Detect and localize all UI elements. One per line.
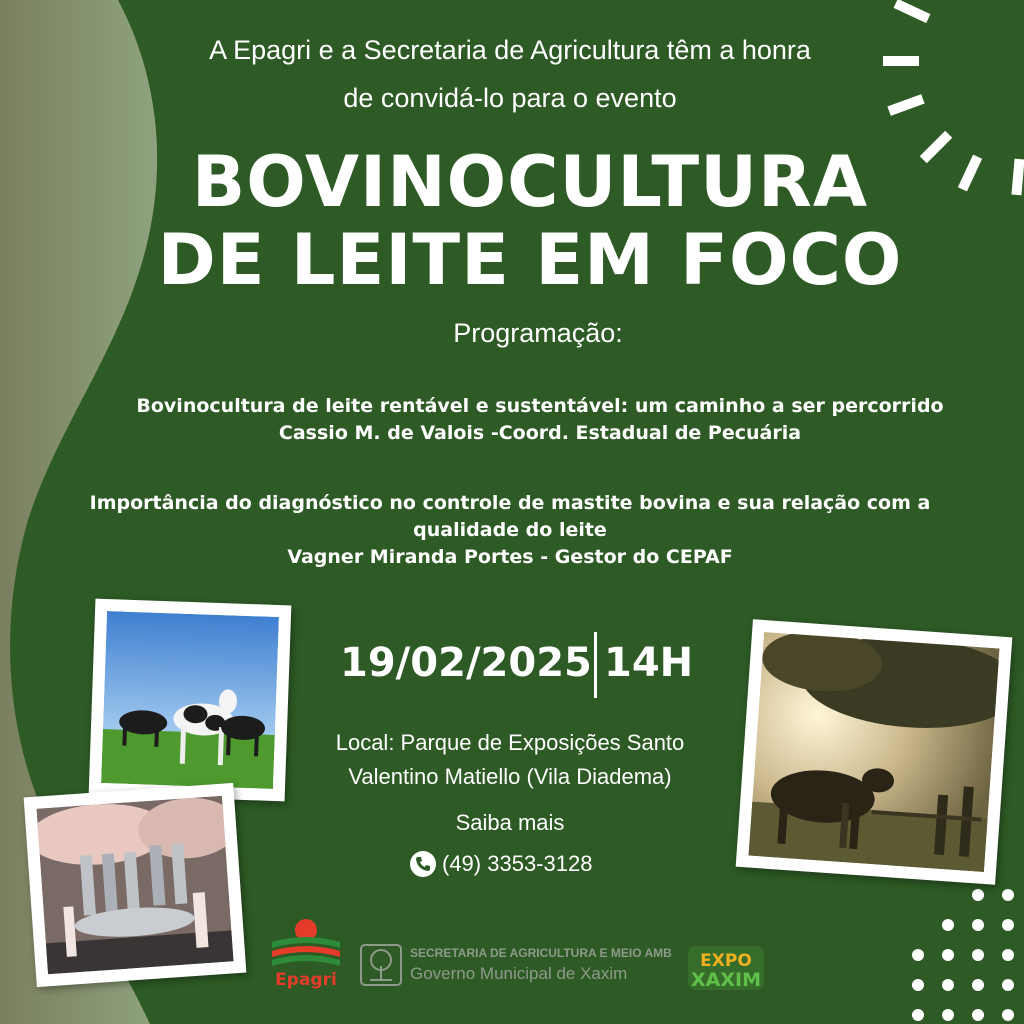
secretaria-title: SECRETARIA DE AGRICULTURA E MEIO AMB <box>410 946 672 960</box>
phone-contact[interactable] <box>410 848 592 880</box>
talk-1-title: Bovinocultura de leite rentável e sustentável: um caminho a ser percorrido <box>136 395 944 417</box>
event-time: 14H <box>604 640 694 686</box>
phone-number: (49) 3353-3128 <box>442 851 593 876</box>
event-title <box>40 143 1020 299</box>
event-schedule <box>330 632 700 698</box>
invitation-line-1: A Epagri e a Secretaria de Agricultura têm a honra <box>209 35 811 65</box>
expo-logo-line-2: XAXIM <box>691 969 761 991</box>
location-line-2: Valentino Matiello (Vila Diadema) <box>348 764 672 789</box>
secretaria-logo <box>360 942 690 992</box>
talk-2-speaker: Vagner Miranda Portes - Gestor do CEPAF <box>287 546 733 568</box>
photo-milking-machine <box>24 783 247 987</box>
event-title-line-2: DE LEITE EM FOCO <box>157 219 903 301</box>
event-date: 19/02/2025 <box>340 640 592 686</box>
date-time-divider <box>594 632 597 698</box>
tree-icon <box>360 944 402 986</box>
talk-2 <box>30 490 990 571</box>
event-title-line-1: BOVINOCULTURA <box>191 141 869 223</box>
invitation-line-2: de convidá-lo para o evento <box>343 83 677 113</box>
photo-cow-sunrise <box>736 619 1013 885</box>
talk-2-title-line-1: Importância do diagnóstico no controle de mastite bovina e sua relação com a <box>89 492 931 514</box>
epagri-logo-text: Epagri <box>275 970 337 990</box>
secretaria-subtitle: Governo Municipal de Xaxim <box>410 964 628 983</box>
program-heading: Programação: <box>453 318 623 348</box>
invitation-text <box>80 26 940 122</box>
talk-1 <box>60 393 1020 447</box>
epagri-logo <box>268 918 344 972</box>
phone-icon <box>410 851 436 877</box>
expo-logo-line-1: EXPO <box>700 951 752 971</box>
more-info-label: Saiba mais <box>455 810 565 835</box>
talk-1-speaker: Cassio M. de Valois -Coord. Estadual de Pecuária <box>278 422 802 444</box>
photo-cows-pasture <box>89 599 292 802</box>
expo-xaxim-logo <box>680 942 772 996</box>
talk-2-title-line-2: qualidade do leite <box>413 519 607 541</box>
event-location <box>320 726 700 794</box>
location-line-1: Local: Parque de Exposições Santo <box>335 730 685 755</box>
